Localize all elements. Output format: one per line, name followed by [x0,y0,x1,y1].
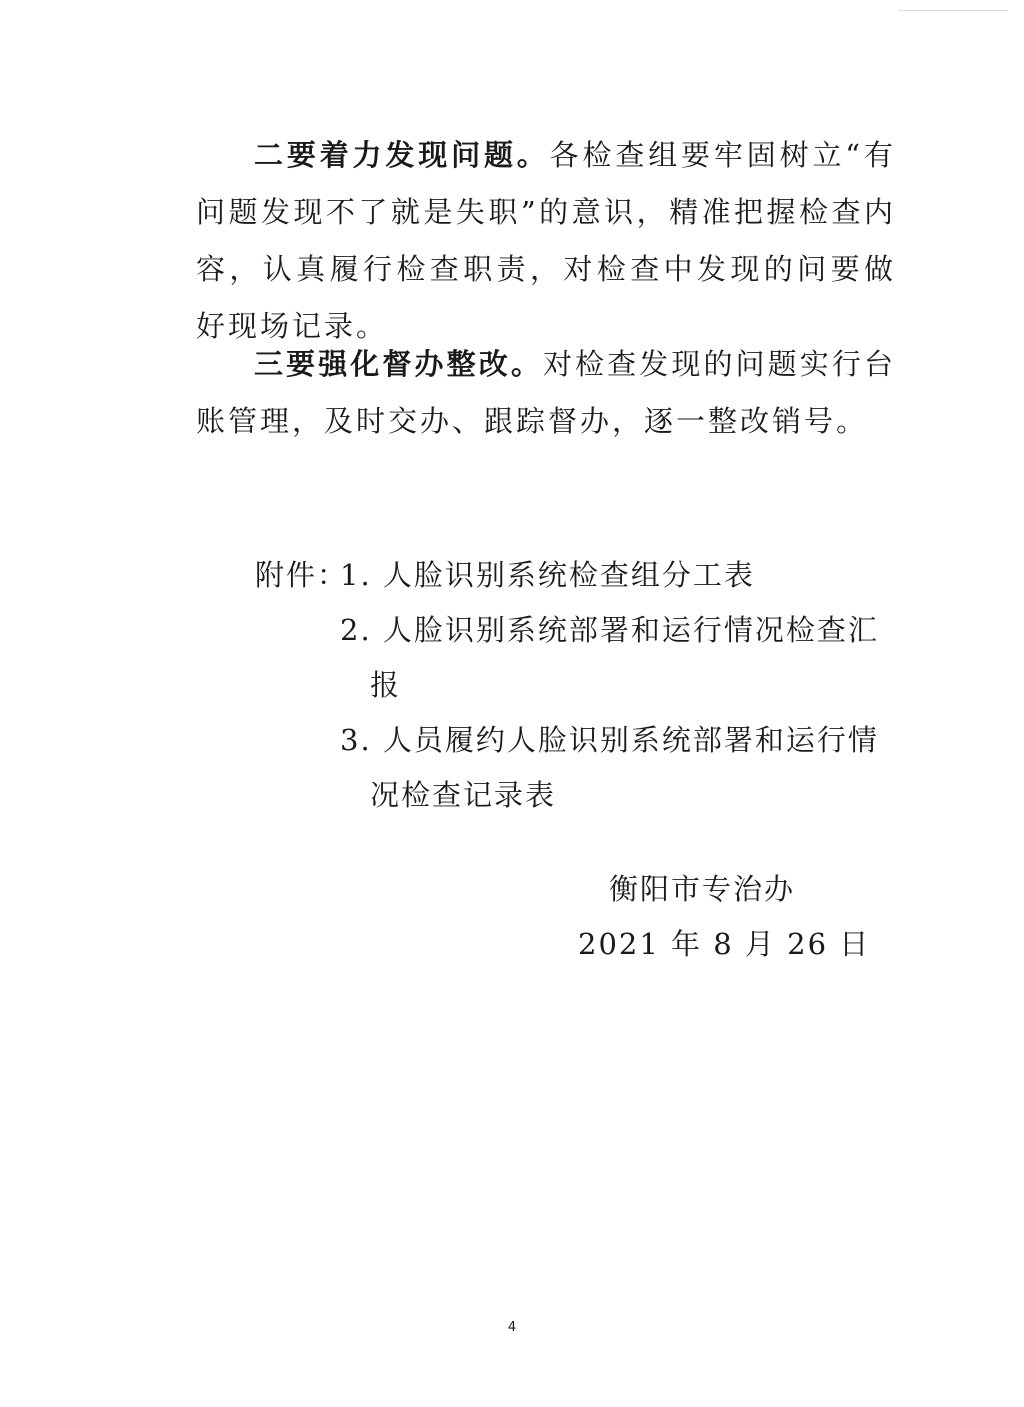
page-number: 4 [507,1320,517,1335]
paragraph-find-problems [196,127,896,355]
paragraph-body: 各检查组要牢固树立“有问题发现不了就是失职”的意识，精准把握检查内容，认真履行检查职责，对检查中发现的问要做好现场记录。 [196,138,896,343]
paragraph-lead: 二要着力发现问题。 [254,138,550,172]
paragraph-lead: 三要强化督办整改。 [254,347,543,381]
scan-artifact-line [898,10,1008,11]
attachment-item: 3. 人员履约人脸识别系统部署和运行情况检查记录表 [340,723,879,812]
attachments-list [340,548,900,823]
attachment-item: 1. 人脸识别系统检查组分工表 [340,558,755,592]
signing-organization: 衡阳市专治办 [609,872,796,906]
signing-date: 2021 年 8 月 26 日 [578,927,871,961]
paragraph-body: 对检查发现的问题实行台账管理，及时交办、跟踪督办，逐一整改销号。 [196,347,896,438]
attachment-item: 2. 人脸识别系统部署和运行情况检查汇报 [340,613,879,702]
paragraph-supervise-rectify [196,336,896,450]
attachments-label: 附件： [255,558,349,592]
